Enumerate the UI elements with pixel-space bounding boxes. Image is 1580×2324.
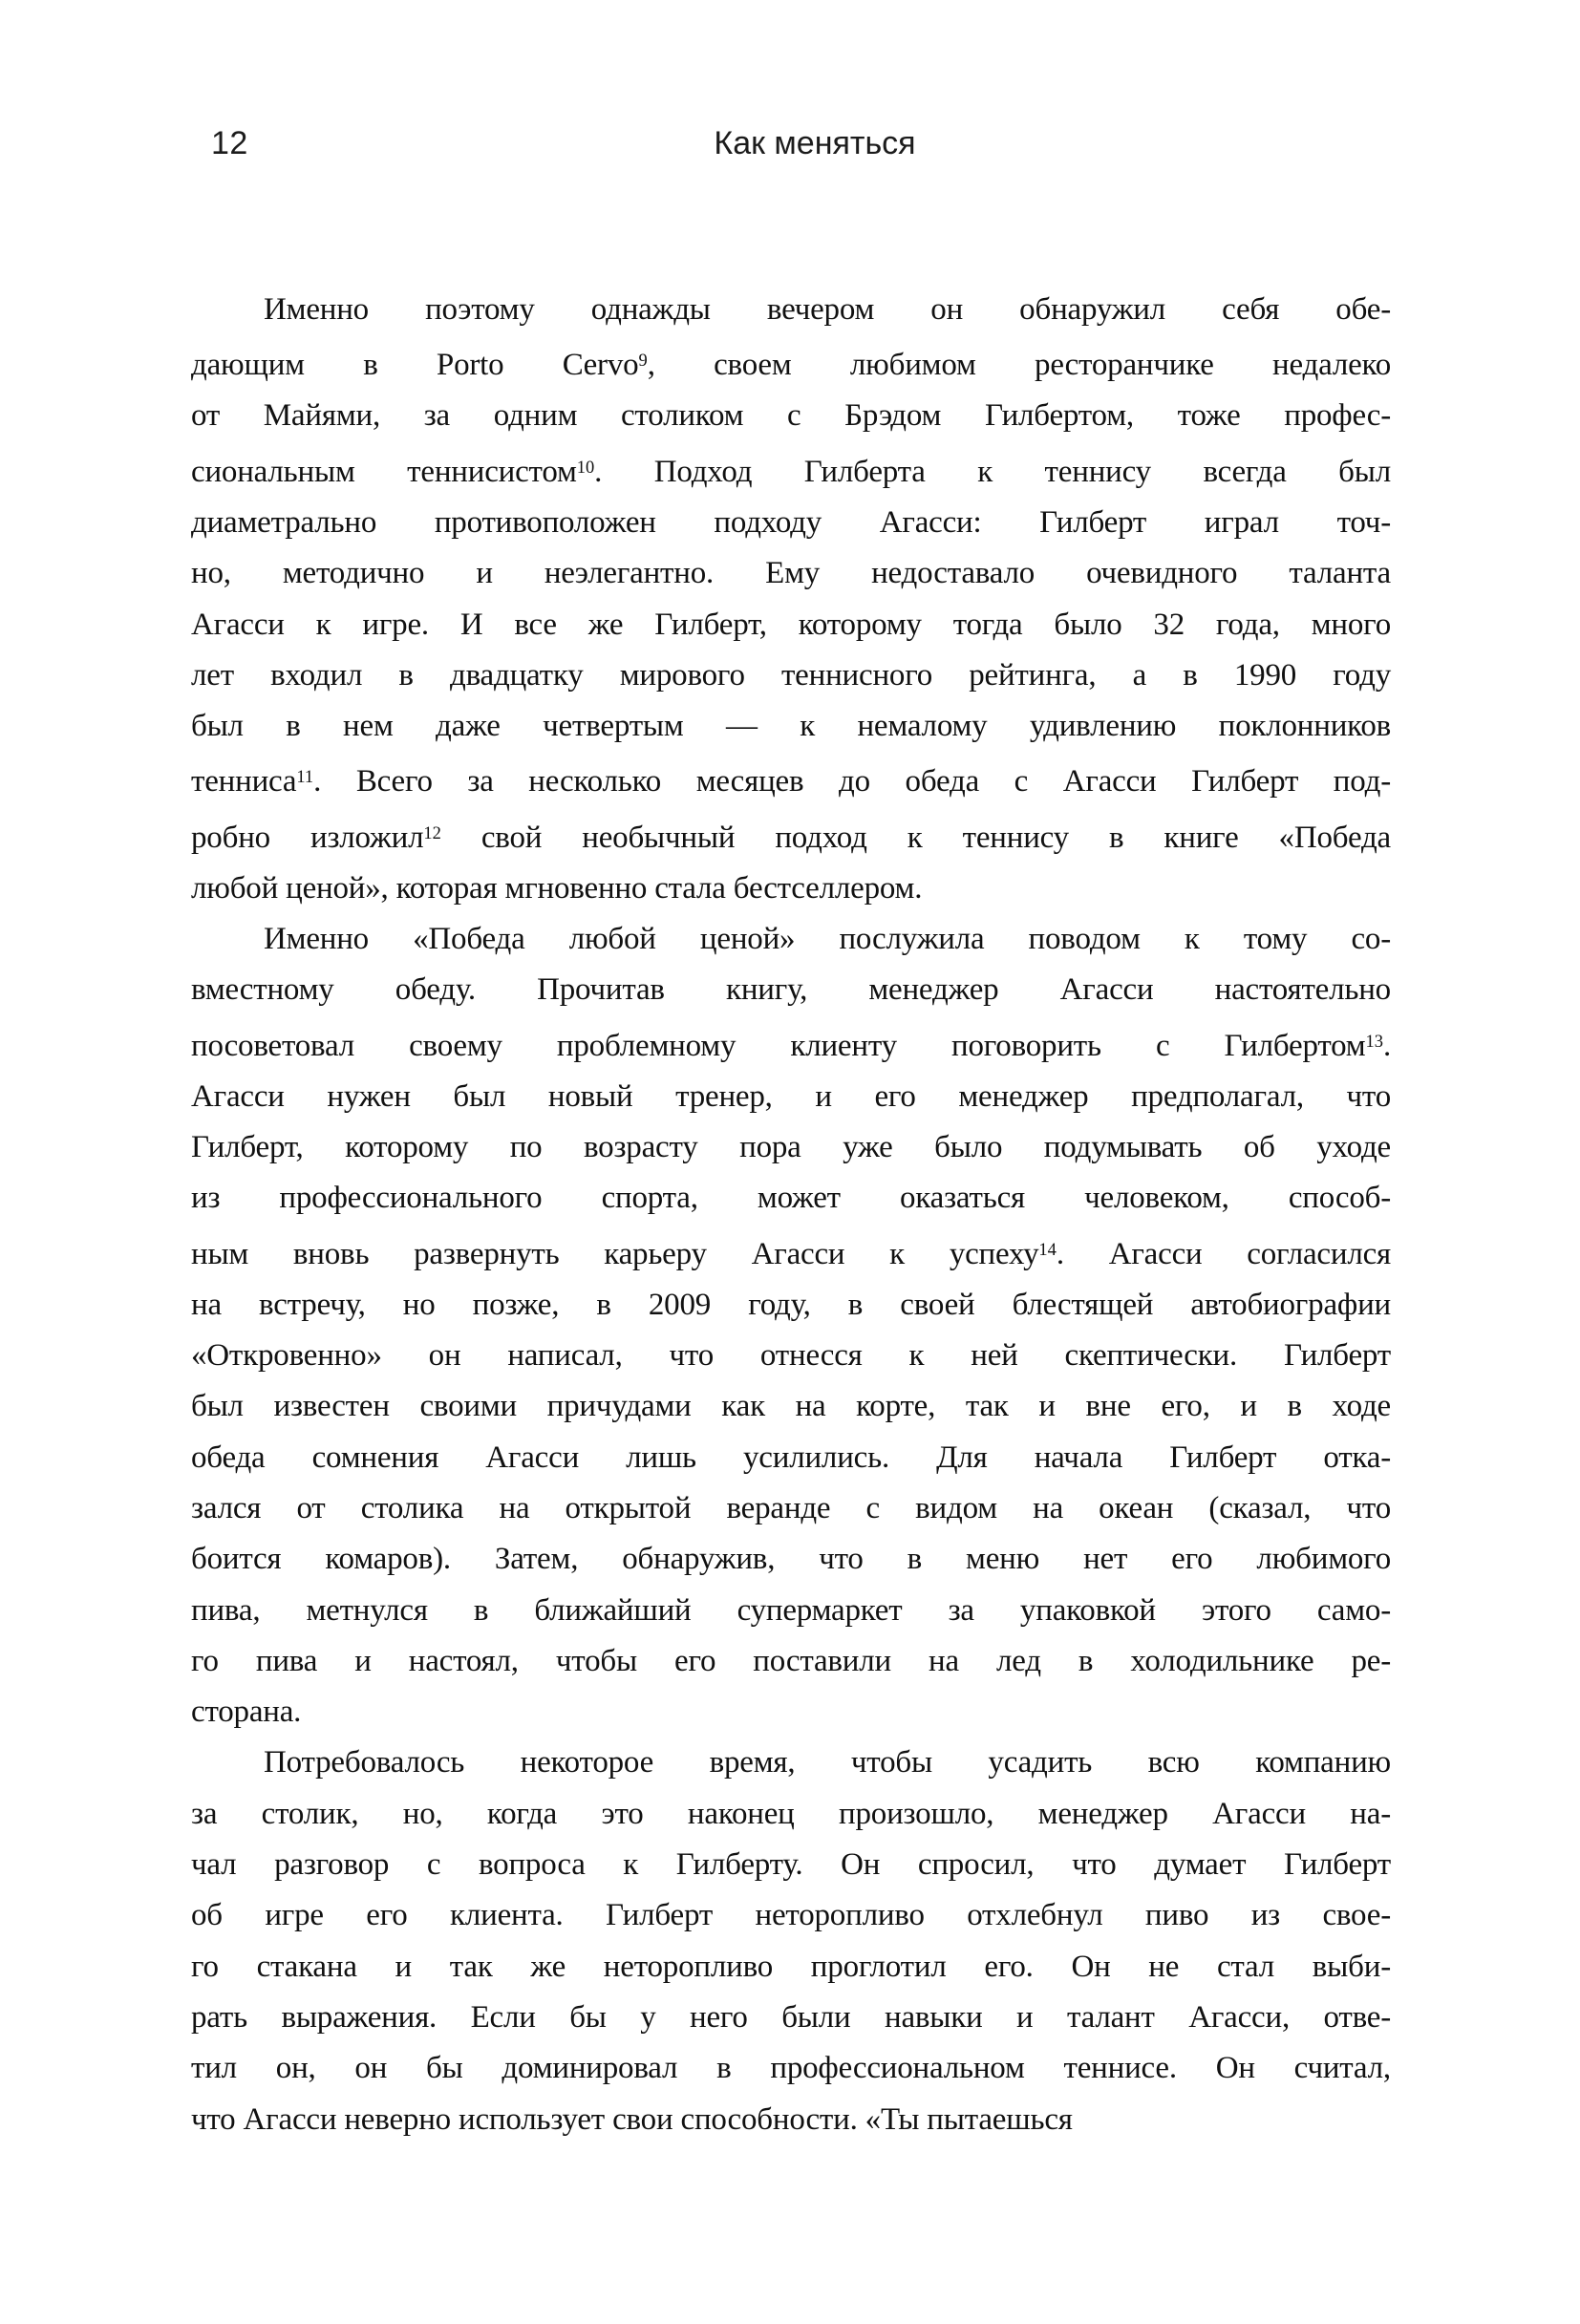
text-line	[191, 1890, 1391, 1941]
text-line	[191, 1993, 1391, 2043]
text-line	[191, 1122, 1391, 1173]
text-run: рать выражения. Если бы у него были навыки и талант Агасси, отве-	[191, 1999, 1391, 2035]
text-run: робно изложил	[191, 820, 424, 855]
text-run: . Всего за несколько месяцев до обеда с Агасси Гилберт под-	[313, 764, 1391, 800]
text-line	[191, 1225, 1391, 1280]
text-line	[191, 391, 1391, 441]
text-line	[191, 1016, 1391, 1072]
footnote-ref: 14	[1038, 1239, 1057, 1259]
text-line	[191, 1687, 1391, 1738]
text-line	[191, 1840, 1391, 1890]
text-run: был известен своими причудами как на корте, так и вне его, и в ходе	[191, 1389, 1391, 1424]
text-run: , своем любимом ресторанчике недалеко	[647, 348, 1391, 383]
text-line	[191, 1483, 1391, 1534]
text-line	[191, 1381, 1391, 1432]
text-run: на встречу, но позже, в 2009 году, в своей блестящей автобиографии	[191, 1287, 1391, 1322]
text-run: Агасси нужен был новый тренер, и его менеджер предполагал, что	[191, 1078, 1391, 1114]
paragraph	[191, 914, 1391, 1738]
footnote-ref: 9	[638, 351, 648, 371]
body-text	[191, 285, 1391, 2145]
text-run: любой ценой», которая мгновенно стала бестселлером.	[191, 870, 923, 906]
text-run: чал разговор с вопроса к Гилберту. Он спросил, что думает Гилберт	[191, 1847, 1391, 1883]
text-run: Агасси к игре. И все же Гилберт, которому тогда было 32 года, много	[191, 607, 1391, 642]
text-run: посоветовал своему проблемному клиенту поговорить с Гилбертом	[191, 1028, 1366, 1063]
text-line	[191, 1789, 1391, 1840]
running-head: Как меняться	[714, 125, 916, 161]
text-line	[191, 701, 1391, 752]
text-line	[191, 335, 1391, 391]
text-line	[191, 2095, 1391, 2145]
text-line	[191, 914, 1391, 965]
text-run: Потребовалось некоторое время, чтобы усадить всю компанию	[264, 1745, 1391, 1780]
text-run: пива, метнулся в ближайший супермаркет за упаковкой этого само-	[191, 1592, 1391, 1628]
text-run: свой необычный подход к теннису в книге «Победа	[440, 820, 1391, 855]
text-line	[191, 1942, 1391, 1993]
text-line	[191, 498, 1391, 548]
text-run: ным вновь развернуть карьеру Агасси к успеху	[191, 1236, 1039, 1271]
text-line	[191, 2043, 1391, 2094]
page-header	[0, 0, 1580, 191]
text-run: дающим в Porto Cervo	[191, 348, 639, 383]
text-line	[191, 1331, 1391, 1381]
text-run: обеда сомнения Агасси лишь усилились. Для начала Гилберт отка-	[191, 1439, 1391, 1475]
text-line	[191, 808, 1391, 864]
text-line	[191, 752, 1391, 807]
text-run: об игре его клиента. Гилберт неторопливо отхлебнул пиво из свое-	[191, 1898, 1391, 1933]
text-run: Гилберт, которому по возрасту пора уже было подумывать об уходе	[191, 1130, 1391, 1165]
paragraph	[191, 285, 1391, 914]
text-line	[191, 1072, 1391, 1122]
text-run: го пива и настоял, чтобы его поставили на лед в холодильнике ре-	[191, 1643, 1391, 1678]
text-line	[191, 1738, 1391, 1788]
text-line	[191, 285, 1391, 335]
text-line	[191, 1636, 1391, 1687]
text-run: но, методично и неэлегантно. Ему недоставало очевидного таланта	[191, 556, 1391, 591]
text-line	[191, 1534, 1391, 1585]
text-line	[191, 1280, 1391, 1331]
text-line	[191, 1173, 1391, 1224]
text-line	[191, 1586, 1391, 1636]
text-run: .	[1382, 1028, 1391, 1063]
text-run: за столик, но, когда это наконец произошло, менеджер Агасси на-	[191, 1796, 1391, 1831]
text-line	[191, 600, 1391, 650]
page-number: 12	[211, 125, 248, 161]
text-run: лет входил в двадцатку мирового теннисного рейтинга, а в 1990 году	[191, 657, 1391, 693]
text-run: тил он, он бы доминировал в профессиональном теннисе. Он считал,	[191, 2051, 1391, 2086]
text-run: Именно поэтому однажды вечером он обнаружил себя обе-	[264, 292, 1391, 327]
text-run: Именно «Победа любой ценой» послужила поводом к тому со-	[264, 922, 1391, 956]
text-run: сторана.	[191, 1695, 302, 1730]
text-line	[191, 548, 1391, 599]
text-line	[191, 442, 1391, 498]
text-run: го стакана и так же неторопливо проглотил его. Он не стал выби-	[191, 1949, 1391, 1984]
text-run: боится комаров). Затем, обнаружив, что в меню нет его любимого	[191, 1542, 1391, 1577]
footnote-ref: 11	[296, 767, 314, 787]
text-run: из профессионального спорта, может оказаться человеком, способ-	[191, 1181, 1391, 1216]
text-run: от Майями, за одним столиком с Брэдом Гилбертом, тоже профес-	[191, 398, 1391, 434]
text-run: зался от столика на открытой веранде с видом на океан (сказал, что	[191, 1490, 1391, 1525]
text-run: тенниса	[191, 764, 297, 800]
text-run: диаметрально противоположен подходу Агасси: Гилберт играл точ-	[191, 504, 1391, 540]
text-line	[191, 965, 1391, 1015]
text-run: . Подход Гилберта к теннису всегда был	[594, 454, 1391, 489]
footnote-ref: 10	[576, 457, 595, 477]
text-run: вместному обеду. Прочитав книгу, менеджер Агасси настоятельно	[191, 972, 1391, 1008]
text-run: сиональным теннисистом	[191, 454, 577, 489]
text-line	[191, 864, 1391, 914]
text-run: был в нем даже четвертым — к немалому удивлению поклонников	[191, 709, 1391, 744]
text-run: . Агасси согласился	[1056, 1236, 1392, 1271]
paragraph	[191, 1738, 1391, 2144]
text-run: «Откровенно» он написал, что отнесся к ней скептически. Гилберт	[191, 1338, 1391, 1374]
footnote-ref: 12	[423, 822, 441, 842]
text-line	[191, 1433, 1391, 1483]
text-line	[191, 650, 1391, 701]
text-run: что Агасси неверно использует свои способности. «Ты пытаешься	[191, 2101, 1073, 2137]
footnote-ref: 13	[1365, 1031, 1383, 1051]
